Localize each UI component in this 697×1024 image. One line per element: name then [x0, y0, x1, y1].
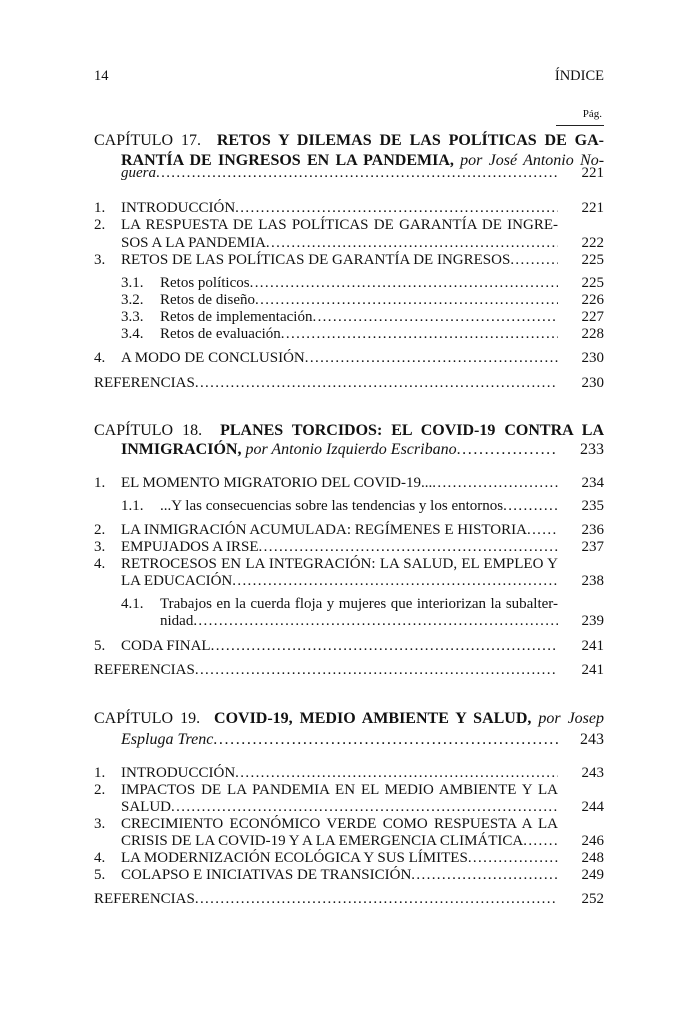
chapter-label: CAPÍTULO 19. [94, 710, 201, 727]
chapter-title-line1: PLANES TORCIDOS: EL COVID-19 CONTRA LA [220, 422, 605, 439]
chapter-17-author-line [94, 164, 604, 182]
toc-entry [94, 815, 604, 833]
entry-title: CODA FINAL [121, 638, 211, 654]
chapter-label: CAPÍTULO 17. [94, 132, 202, 149]
entry-page: 239 [581, 613, 604, 629]
chapter-author: por José Antonio No- [460, 152, 605, 169]
entry-page: 248 [581, 850, 604, 866]
entry-title: REFERENCIAS [94, 662, 195, 678]
entry-number: 3.1. [121, 275, 144, 291]
entry-page: 230 [581, 350, 604, 366]
toc-subentry [94, 274, 604, 292]
toc-subentry [94, 308, 604, 326]
toc-references [94, 374, 604, 392]
entry-number: 5. [94, 867, 106, 883]
entry-title: Trabajos en la cuerda floja y mujeres que interiorizan la subalter- [160, 596, 558, 612]
entry-number: 3. [94, 539, 106, 555]
toc-subentry-continued [94, 612, 604, 630]
chapter-title-line1: RETOS Y DILEMAS DE LAS POLÍTICAS DE GA- [216, 132, 605, 149]
chapter-label: CAPÍTULO 18. [94, 422, 203, 439]
toc-entry [94, 849, 604, 867]
toc-entry [94, 538, 604, 556]
chapter-17-heading [94, 131, 604, 191]
entry-page: 227 [581, 309, 604, 325]
toc-entry [94, 764, 604, 782]
toc-entry [94, 199, 604, 217]
entry-title: COLAPSO E INICIATIVAS DE TRANSICIÓN [121, 867, 412, 883]
entry-page: 228 [581, 326, 604, 342]
toc-entry-continued [94, 798, 604, 816]
toc-entry [94, 555, 604, 573]
chapter-author: por Antonio Izquierdo Escribano [245, 441, 457, 458]
chapter-page: 221 [581, 165, 604, 181]
entry-title: ...Y las consecuencias sobre las tendencias y los entornos [160, 498, 504, 514]
chapter-page: 233 [580, 441, 604, 458]
entry-number: 3. [94, 816, 106, 832]
toc-entry [94, 474, 604, 492]
entry-page: 222 [581, 235, 604, 251]
pag-rule [556, 125, 604, 126]
entry-title: IMPACTOS DE LA PANDEMIA EN EL MEDIO AMBIENTE Y LA [121, 782, 558, 798]
entry-page: 246 [581, 833, 604, 849]
page-number: 14 [94, 68, 109, 84]
chapter-page: 243 [580, 731, 604, 748]
entry-number: 3. [94, 252, 106, 268]
entry-number: 4.1. [121, 596, 144, 612]
entry-page: 225 [581, 275, 604, 291]
entry-page: 236 [581, 522, 604, 538]
entry-title: Retos de implementación [160, 309, 313, 325]
toc-entry [94, 637, 604, 655]
entry-page: 230 [581, 375, 604, 391]
entry-page: 249 [581, 867, 604, 883]
entry-title: LA EDUCACIÓN [121, 573, 233, 589]
running-header: ÍNDICE [554, 68, 604, 84]
toc-subentry [94, 325, 604, 343]
toc-entry [94, 781, 604, 799]
entry-title: SOS A LA PANDEMIA [121, 235, 266, 251]
entry-number: 3.4. [121, 326, 144, 342]
entry-page: 241 [581, 662, 604, 678]
entry-page: 238 [581, 573, 604, 589]
chapter-author-end: Espluga Trenc [121, 731, 214, 748]
toc-subentry [94, 595, 604, 613]
chapter-author-end: guera [121, 165, 156, 181]
toc-subentry [94, 497, 604, 515]
toc-references [94, 661, 604, 679]
entry-number: 1. [94, 475, 106, 491]
entry-title: EL MOMENTO MIGRATORIO DEL COVID-19... [121, 475, 433, 491]
entry-number: 4. [94, 556, 106, 572]
entry-page: 243 [581, 765, 604, 781]
chapter-18-author-line [94, 440, 604, 460]
entry-page: 244 [581, 799, 604, 815]
entry-title: A MODO DE CONCLUSIÓN [121, 350, 305, 366]
toc-subentry [94, 291, 604, 309]
entry-title: REFERENCIAS [94, 891, 195, 907]
entry-title: RETROCESOS EN LA INTEGRACIÓN: LA SALUD, EL EMPLEO Y [121, 556, 558, 572]
chapter-19-author-line [94, 730, 604, 750]
entry-title: LA MODERNIZACIÓN ECOLÓGICA Y SUS LÍMITES [121, 850, 468, 866]
toc-entry-continued [94, 234, 604, 252]
entry-title: LA RESPUESTA DE LAS POLÍTICAS DE GARANTÍA DE INGRE- [121, 217, 558, 233]
chapter-title-line2: RANTÍA DE INGRESOS EN LA PANDEMIA, [121, 152, 454, 169]
entry-title: Retos políticos [160, 275, 250, 291]
toc-entry [94, 349, 604, 367]
chapter-title-line1: COVID-19, MEDIO AMBIENTE Y SALUD, [214, 710, 532, 727]
entry-number: 1.1. [121, 498, 144, 514]
toc-references [94, 890, 604, 908]
entry-number: 4. [94, 350, 106, 366]
entry-number: 2. [94, 782, 106, 798]
toc-entry-continued [94, 832, 604, 850]
entry-title: CRECIMIENTO ECONÓMICO VERDE COMO RESPUESTA A LA [121, 816, 558, 832]
toc-entry [94, 521, 604, 539]
entry-page: 225 [581, 252, 604, 268]
entry-title: LA INMIGRACIÓN ACUMULADA: REGÍMENES E HISTORIA [121, 522, 527, 538]
entry-page: 241 [581, 638, 604, 654]
entry-number: 3.2. [121, 292, 144, 308]
entry-number: 1. [94, 765, 106, 781]
chapter-author: por Josep [538, 710, 604, 727]
entry-title: nidad [160, 613, 194, 629]
chapter-title-line2: INMIGRACIÓN, [121, 441, 242, 458]
entry-title: CRISIS DE LA COVID-19 Y A LA EMERGENCIA CLIMÁTICA [121, 833, 524, 849]
toc-entry [94, 216, 604, 234]
entry-title: INTRODUCCIÓN [121, 765, 236, 781]
entry-number: 2. [94, 217, 106, 233]
entry-page: 237 [581, 539, 604, 555]
entry-number: 5. [94, 638, 106, 654]
entry-title: Retos de evaluación [160, 326, 281, 342]
entry-page: 234 [581, 475, 604, 491]
entry-page: 235 [581, 498, 604, 514]
pag-column-label: Pág. [582, 108, 602, 120]
entry-number: 1. [94, 200, 106, 216]
entry-title: SALUD [121, 799, 172, 815]
entry-title: INTRODUCCIÓN [121, 200, 236, 216]
toc-entry [94, 866, 604, 884]
toc-entry-continued [94, 572, 604, 590]
entry-number: 2. [94, 522, 106, 538]
chapter-19-heading [94, 709, 604, 729]
entry-number: 3.3. [121, 309, 144, 325]
toc-entry [94, 251, 604, 269]
entry-page: 226 [581, 292, 604, 308]
entry-title: Retos de diseño [160, 292, 255, 308]
entry-page: 252 [581, 891, 604, 907]
entry-title: RETOS DE LAS POLÍTICAS DE GARANTÍA DE INGRESOS [121, 252, 511, 268]
entry-number: 4. [94, 850, 106, 866]
entry-title: REFERENCIAS [94, 375, 195, 391]
entry-page: 221 [581, 200, 604, 216]
entry-title: EMPUJADOS A IRSE [121, 539, 259, 555]
